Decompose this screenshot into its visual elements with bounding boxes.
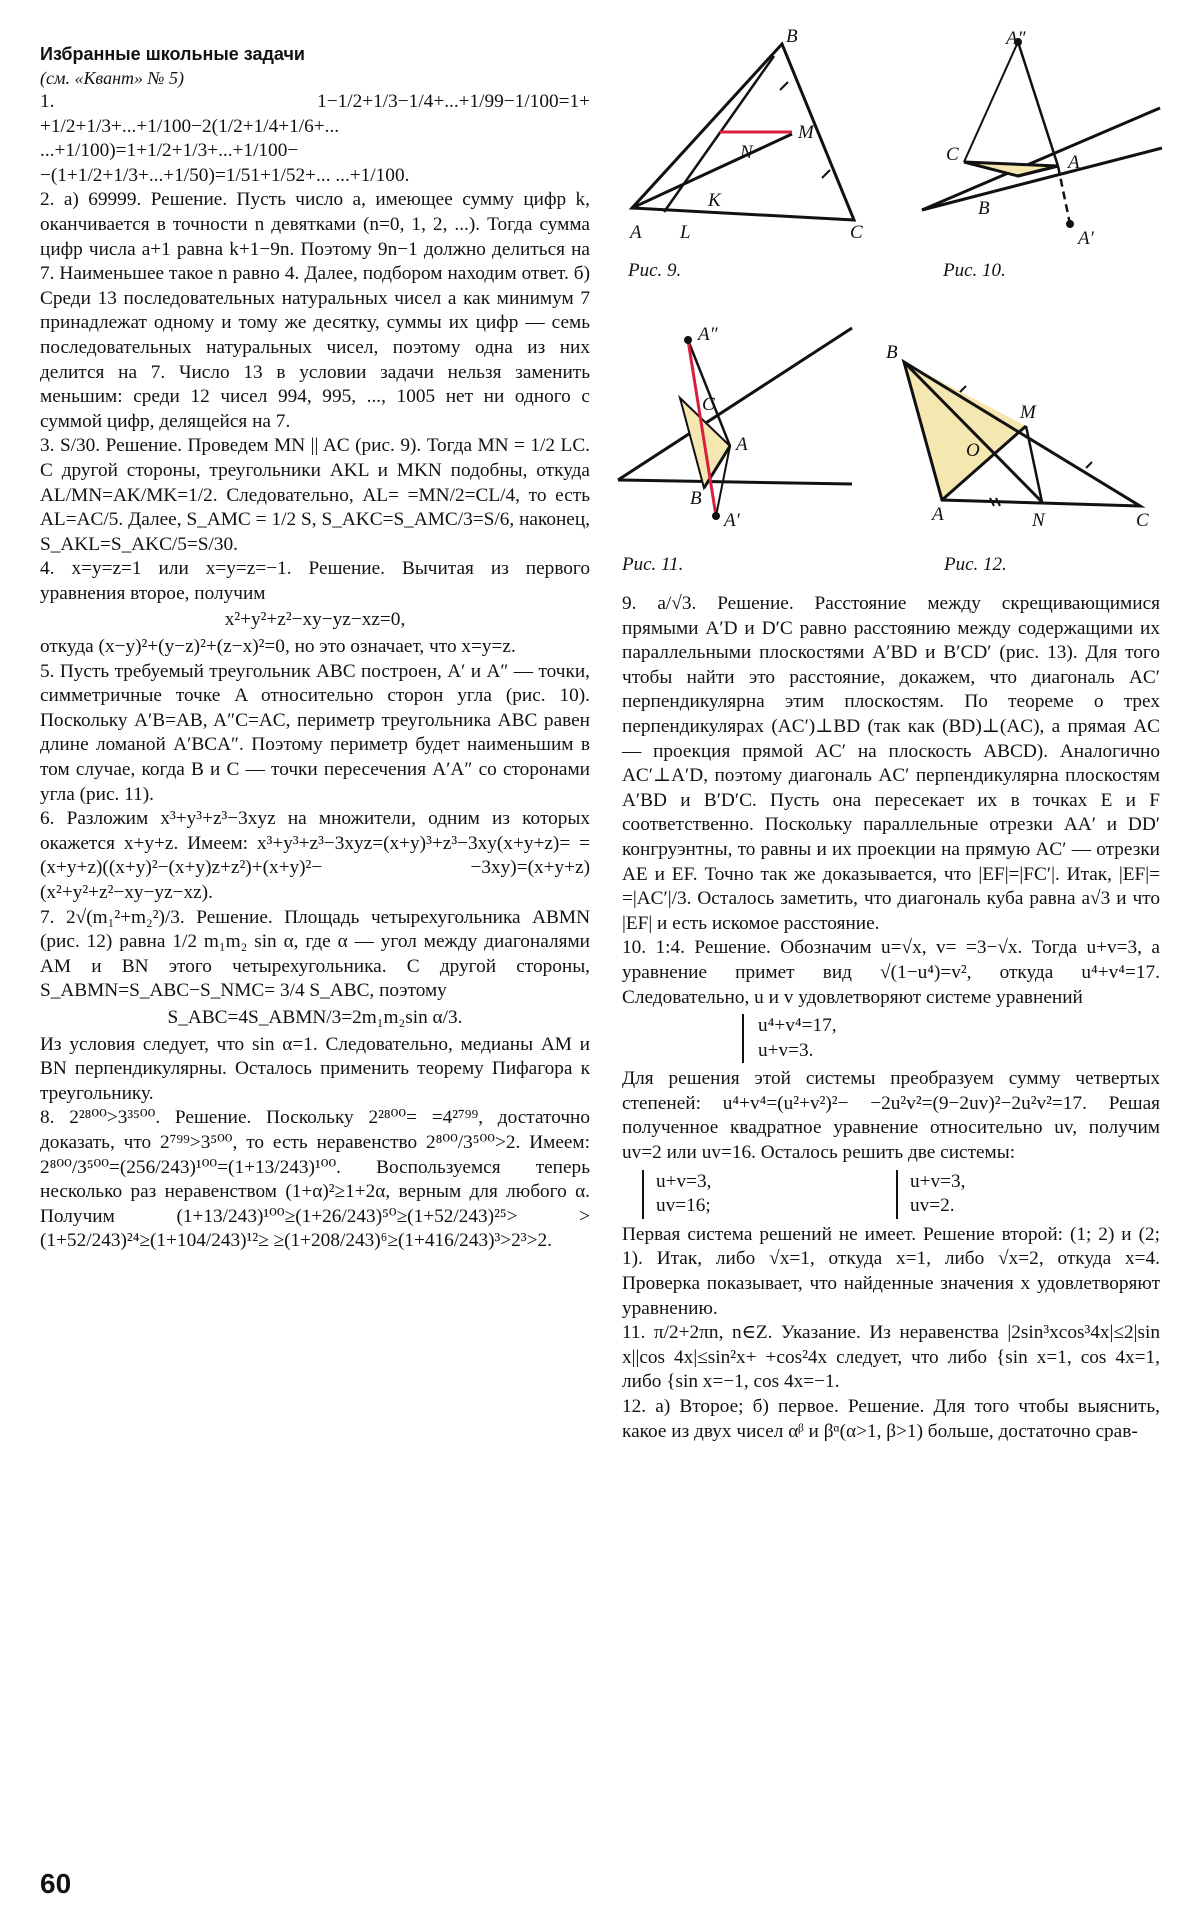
fig10-label-B: B [978, 198, 990, 219]
figure-10 [910, 28, 1170, 253]
system-a-eq-2: uv=16; [656, 1195, 711, 1217]
fig9-label-M: M [798, 122, 814, 143]
system-1-eq-2: u+v=3. [758, 1039, 814, 1061]
system-b-eq-1: u+v=3, [910, 1170, 966, 1192]
fig12-label-O: O [966, 440, 980, 461]
fig10-label-A2: A″ [1006, 28, 1026, 49]
figure-11 [612, 320, 862, 540]
section-heading: Избранные школьные задачи [40, 44, 305, 64]
fig12-label-B: B [886, 342, 898, 363]
solution-8: 8. 2²⁸⁰⁰>3³⁵⁰⁰. Решение. Поскольку 2²⁸⁰⁰= =4²⁷⁹⁹, достаточно доказать, что 2⁷⁹⁹>3⁵⁰⁰, то есть неравенство 2⁸⁰⁰/3⁵⁰⁰>2. Имеем: 2⁸⁰⁰/3⁵⁰⁰=(256/243)¹⁰⁰=(1+13/243)¹⁰⁰. Воспользуемся теперь несколько раз неравенством (1+α)²≥1+2α, верным для любого α. Получим (1+13/243)¹⁰⁰≥(1+26/243)⁵⁰≥(1+52/243)²⁵> >(1+52/243)²⁴≥(1+104/243)¹²≥ ≥(1+208/243)⁶≥(1+416/243)³>2³>2. [40, 1107, 590, 1252]
systems-pair [622, 1170, 1160, 1219]
right-column [622, 592, 1160, 1444]
solution-12: 12. а) Второе; б) первое. Решение. Для того чтобы выяснить, какое из двух чисел αᵝ и βᵅ(α>1, β>1) больше, достаточно срав- [622, 1396, 1160, 1442]
solution-3: 3. S/30. Решение. Проведем MN || AC (рис. 9). Тогда MN = 1/2 LC. С другой стороны, треугольники AKL и MKN подобны, откуда AL/MN=AK/MK=1/2. Следовательно, AL= =MN/2=CL/4, то есть AL=AC/5. Далее, S_AMC = 1/2 S, S_AKC=S_AMC/3=S/6, наконец, S_AKL=S_AKC/5=S/30. [40, 435, 590, 555]
solution-10-end: Первая система решений не имеет. Решение второй: (1; 2) и (2; 1). Итак, либо √x=1, откуда x=1, либо √x=2, откуда x=4. Проверка показывает, что найденные значения x удовлетворяют уравнению. [622, 1223, 1160, 1319]
system-1 [742, 1014, 1160, 1063]
fig10-label-A: A [1068, 152, 1080, 173]
system-a [642, 1170, 856, 1219]
solution-4-cont: откуда (x−y)²+(y−z)²+(z−x)²=0, но это означает, что x=y=z. [40, 636, 516, 658]
caption-fig10: Рис. 10. [943, 260, 1006, 281]
system-b [896, 1170, 966, 1219]
solution-7: 7. 2√(m₁²+m₂²)/3. Решение. Площадь четырехугольника ABMN (рис. 12) равна 1/2 m₁m₂ sin α, где α — угол между диагоналями AM и BN этого четырехугольника. С другой стороны, S_ABMN=S_ABC−S_NMC= 3/4 S_ABC, поэтому [40, 906, 590, 1002]
fig9-label-N: N [740, 142, 753, 163]
solution-7-cont: Из условия следует, что sin α=1. Следовательно, медианы AM и BN перпендикулярны. Осталось применить теорему Пифагора к треугольнику. [40, 1033, 590, 1104]
caption-fig11: Рис. 11. [622, 554, 684, 575]
system-1-eq-1: u⁴+v⁴=17, [758, 1015, 837, 1037]
page-number: 60 [40, 1868, 72, 1899]
solution-5: 5. Пусть требуемый треугольник ABC построен, A′ и A″ — точки, симметричные точке A относительно сторон угла (рис. 10). Поскольку A′B=AB, A″C=AC, периметр треугольника ABC равен длине ломаной A′BCA″. Поэтому периметр будет наименьшим в том случае, когда B и C — точки пересечения A′A″ со сторонами угла (рис. 11). [40, 660, 590, 805]
figure-9 [622, 28, 872, 258]
fig11-label-B: B [690, 488, 702, 509]
fig11-label-C: C [702, 394, 715, 415]
solution-10-cont: Для решения этой системы преобразуем сумму четвертых степеней: u⁴+v⁴=(u²+v²)²− −2u²v²=(9−2uv)²−2u²v²=17. Решая полученное квадратное уравнение относительно uv, получим uv=2 или uv=16. Осталось решить две системы: [622, 1068, 1160, 1164]
section-subheading: (см. «Квант» № 5) [40, 68, 185, 88]
fig12-label-M: M [1020, 402, 1036, 423]
fig11-label-A1: A′ [724, 510, 740, 531]
fig12-label-C: C [1136, 510, 1149, 531]
fig12-label-A: A [932, 504, 944, 525]
fig9-label-A: A [630, 222, 642, 243]
solution-11: 11. π/2+2πn, n∈Z. Указание. Из неравенства |2sin³xcos³4x|≤2|sin x||cos 4x|≤sin²x+ +cos²4x следует, что либо {sin x=1, cos 4x=1, либо {sin x=−1, cos 4x=−1. [622, 1322, 1160, 1393]
fig11-label-A: A [736, 434, 748, 455]
left-column [40, 42, 590, 1254]
fig10-label-A1: A′ [1078, 228, 1094, 249]
solution-10: 10. 1:4. Решение. Обозначим u=√x, v= =3−√x. Тогда u+v=3, а уравнение примет вид √(1−u⁴)=v², откуда u⁴+v⁴=17. Следовательно, u и v удовлетворяют системе уравнений [622, 937, 1160, 1008]
fig9-label-B: B [786, 28, 798, 47]
equation-7: S_ABC=4S_ABMN/3=2m₁m₂sin α/3. [167, 1006, 463, 1028]
system-b-eq-2: uv=2. [910, 1195, 955, 1217]
solution-1: 1. 1−1/2+1/3−1/4+...+1/99−1/100=1+ +1/2+1/3+...+1/100−2(1/2+1/4+1/6+... ...+1/100)=1+1/2+1/3+...+1/100− −(1+1/2+1/3+...+1/50)=1/51+1/52+... ...+1/100. [40, 91, 590, 186]
fig10-label-C: C [946, 144, 959, 165]
system-a-eq-1: u+v=3, [656, 1170, 712, 1192]
fig9-label-K: K [708, 190, 721, 211]
figure-12 [880, 330, 1170, 540]
caption-fig9: Рис. 9. [628, 260, 682, 281]
solution-2: 2. а) 69999. Решение. Пусть число a, имеющее сумму цифр k, оканчивается в точности n девятками (n=0, 1, 2, ...). Тогда сумма цифр числа a+1 равна k+1−9n. Поэтому 9n−1 должно делиться на 7. Наименьшее такое n равно 4. Далее, подбором находим ответ. б) Среди 13 последовательных натуральных чисел a как минимум 7 принадлежат одному и тому же десятку, суммы их цифр — семь последовательных натуральных чисел, поэтому одна из них делится на 7. Число 13 в условии задачи нельзя заменить меньшим: среди 12 чисел 994, 995, ..., 1005 нет ни одного с суммой цифр, делящейся на 7. [40, 189, 590, 432]
fig9-label-C: C [850, 222, 863, 243]
equation-4: x²+y²+z²−xy−yz−xz=0, [224, 609, 406, 631]
solution-6: 6. Разложим x³+y³+z³−3xyz на множители, одним из которых окажется x+y+z. Имеем: x³+y³+z³−3xyz=(x+y)³+z³−3xy(x+y+z)= =(x+y+z)((x+y)²−(x+y)z+z²)+(x+y)²− −3xy)=(x+y+z)(x²+y²+z²−xy−yz−xz). [40, 808, 590, 903]
solution-4: 4. x=y=z=1 или x=y=z=−1. Решение. Вычитая из первого уравнения второе, получим [40, 558, 590, 604]
caption-fig12: Рис. 12. [944, 554, 1007, 575]
solution-9: 9. a/√3. Решение. Расстояние между скрещивающимися прямыми A′D и D′C равно расстоянию между содержащими их параллельными плоскостями A′BD и B′CD′ (рис. 13). Для того чтобы найти это расстояние, докажем, что диагональ AC′ перпендикулярна этим плоскостям. По теореме о трех перпендикулярах (AC′)⊥BD (так как (BD)⊥(AC), а прямая AC — проекция прямой AC′ на плоскость ABCD). Аналогично AC′⊥A′D, поэтому диагональ AC′ перпендикулярна плоскостям A′BD и B′D′C. Пусть она пересекает их в точках E и F соответственно. Поскольку параллельные отрезки AA′ и DD′ конгруэнтны, то равны и их проекции на прямую AC′ — отрезки AE и EF. Точно так же доказывается, что |EF|=|FC′|. Итак, |EF|= =|AC′|/3. Осталось заметить, что диагональ куба равна a√3 и что |EF| и есть искомое расстояние. [622, 593, 1160, 934]
fig9-label-L: L [680, 222, 691, 243]
fig11-label-A2: A″ [698, 324, 718, 345]
fig12-label-N: N [1032, 510, 1045, 531]
